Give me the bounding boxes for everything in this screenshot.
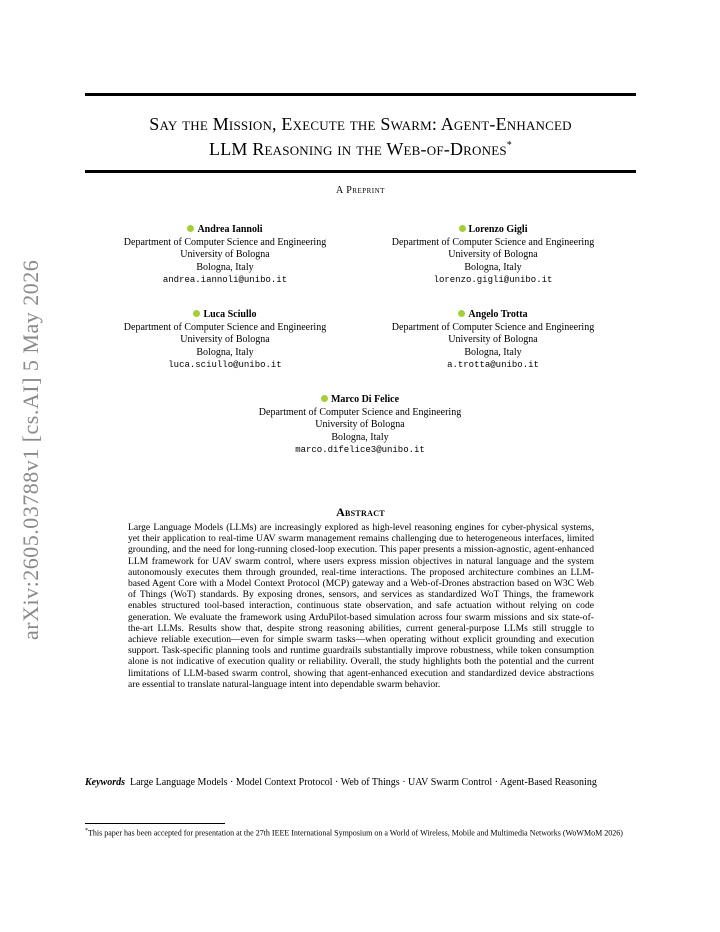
author-name: Marco Di Felice bbox=[330, 394, 400, 405]
author-department: Department of Computer Science and Engineering bbox=[391, 321, 595, 333]
footnote-rule bbox=[85, 823, 225, 824]
keywords-list: Large Language Models · Model Context Protocol · Web of Things · UAV Swarm Control · Agent-Based Reasoning bbox=[130, 777, 597, 788]
author-department: Department of Computer Science and Engineering bbox=[391, 236, 595, 248]
author-block-5 bbox=[235, 394, 485, 457]
arxiv-identifier: arXiv:2605.03788v1 [cs.AI] 5 May 2026 bbox=[18, 259, 43, 640]
author-email[interactable]: luca.sciullo@unibo.it bbox=[168, 360, 282, 370]
keywords bbox=[85, 777, 636, 790]
author-university: University of Bologna bbox=[448, 249, 538, 260]
abstract-heading: Abstract bbox=[336, 505, 385, 519]
orcid-icon[interactable] bbox=[459, 225, 466, 232]
abstract-text: Large Language Models (LLMs) are increasingly explored as high-level reasoning engines for cyber-physical systems, yet their application to real-time UAV swarm management remains challenging due to heterogeneous interfaces, limited grounding, and the need for long-running closed-loop execution. This paper presents a mission-agnostic, agent-enhanced LLM framework for UAV swarm control, where users express mission objectives in natural language and the system autonomously executes them through grounded, real-time interactions. The proposed architecture combines an LLM-based Agent Core with a Model Context Protocol (MCP) gateway and a Web-of-Drones abstraction based on W3C Web of Things (WoT) standards. By exposing drones, sensors, and services as standardized WoT Things, the framework enables structured tool-based interaction, continuous state observation, and safe actuation without relying on code generation. We evaluate the framework using ArduPilot-based simulation across four swarm missions and six state-of-the-art LLMs. Results show that, despite strong reasoning abilities, current general-purpose LLMs still struggle to achieve reliable execution—even for simple swarm tasks—when operating without explicit grounding and execution support. Task-specific planning tools and runtime guardrails substantially improve robustness, while token consumption alone is not indicative of execution quality or reliability. Overall, the study highlights both the potential and the current limitations of LLM-based swarm control, showing that agent-enhanced execution and standardized device abstractions are essential to translate natural-language intent into dependable swarm behavior. bbox=[128, 522, 594, 690]
footnote bbox=[85, 826, 636, 839]
author-name: Andrea Iannoli bbox=[197, 224, 263, 235]
author-email[interactable]: a.trotta@unibo.it bbox=[447, 360, 539, 370]
author-location: Bologna, Italy bbox=[464, 261, 522, 273]
author-department: Department of Computer Science and Engineering bbox=[123, 236, 327, 248]
author-department: Department of Computer Science and Engineering bbox=[258, 406, 462, 418]
title-line-2: LLM Reasoning in the Web-of-Drones* bbox=[209, 139, 512, 159]
orcid-icon[interactable] bbox=[458, 310, 465, 317]
author-block-2 bbox=[368, 224, 618, 287]
footnote-mark: * bbox=[85, 828, 88, 834]
author-university: University of Bologna bbox=[180, 249, 270, 260]
author-email[interactable]: andrea.iannoli@unibo.it bbox=[162, 275, 288, 285]
author-location: Bologna, Italy bbox=[196, 261, 254, 273]
title-top-rule bbox=[85, 93, 636, 96]
author-location: Bologna, Italy bbox=[196, 346, 254, 358]
author-location: Bologna, Italy bbox=[331, 431, 389, 443]
author-email[interactable]: lorenzo.gigli@unibo.it bbox=[433, 275, 553, 285]
footnote-text: This paper has been accepted for presentation at the 27th IEEE International Symposium on a World of Wireless, Mobile and Multimedia Networks (WoWMoM 2026) bbox=[88, 828, 623, 838]
orcid-icon[interactable] bbox=[193, 310, 200, 317]
paper-title bbox=[85, 113, 636, 160]
author-block-3 bbox=[100, 309, 350, 372]
author-name: Lorenzo Gigli bbox=[468, 224, 528, 235]
author-block-4 bbox=[368, 309, 618, 372]
author-university: University of Bologna bbox=[180, 334, 270, 345]
author-name: Angelo Trotta bbox=[468, 309, 528, 320]
author-department: Department of Computer Science and Engineering bbox=[123, 321, 327, 333]
keywords-label: Keywords bbox=[85, 777, 125, 788]
author-university: University of Bologna bbox=[315, 419, 405, 430]
author-email[interactable]: marco.difelice3@unibo.it bbox=[295, 445, 425, 455]
title-line-1: Say the Mission, Execute the Swarm: Agent-Enhanced bbox=[149, 114, 572, 134]
preprint-label: A Preprint bbox=[336, 185, 385, 196]
author-university: University of Bologna bbox=[448, 334, 538, 345]
orcid-icon[interactable] bbox=[187, 225, 194, 232]
orcid-icon[interactable] bbox=[321, 395, 328, 402]
author-block-1 bbox=[100, 224, 350, 287]
author-location: Bologna, Italy bbox=[464, 346, 522, 358]
title-footnote-mark: * bbox=[506, 140, 512, 151]
title-bottom-rule bbox=[85, 170, 636, 173]
author-name: Luca Sciullo bbox=[203, 309, 257, 320]
